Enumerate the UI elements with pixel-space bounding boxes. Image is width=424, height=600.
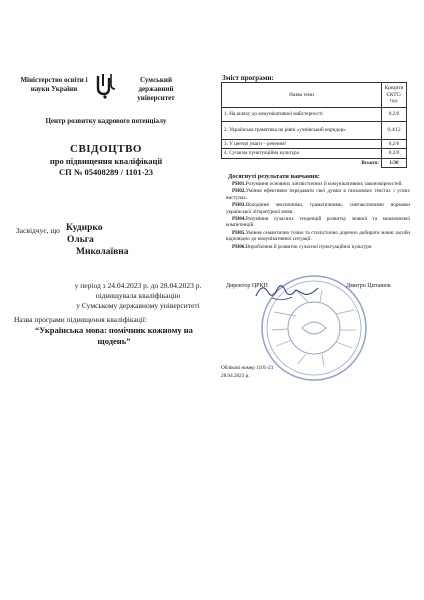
signature-icon xyxy=(252,278,322,304)
table-total-row xyxy=(222,158,407,167)
program-label: Назва програми підвищення кваліфікації: xyxy=(14,315,147,324)
results-list xyxy=(226,181,410,251)
result-item xyxy=(226,202,410,215)
table-header-row xyxy=(222,83,407,108)
period-institution: у Сумському державному університеті xyxy=(76,301,200,310)
person-surname: Кудирко xyxy=(66,223,103,233)
results-title: Досягнуті результати навчання: xyxy=(228,173,320,180)
table-cell-topic: 1. На шляху до комунікативної майстерності xyxy=(222,108,382,122)
table-row xyxy=(222,108,407,122)
total-value: 1/30 xyxy=(382,158,407,167)
table-cell-credits: 0,2/6 xyxy=(382,140,407,149)
result-text: Вироблення й розвиток сучасної пунктуаційної культури xyxy=(245,243,372,250)
result-code: РН02. xyxy=(232,188,246,195)
table-row xyxy=(222,140,407,149)
table-row xyxy=(222,122,407,140)
result-text: Уміння ефективно передавати свої думки в письмових текстах і усних виступах. xyxy=(226,188,410,201)
program-name: “Українська мова: помічник кожному на щодень” xyxy=(35,325,193,346)
header-credits: Кредити ЄКТС/ год. xyxy=(382,83,407,108)
person-patronymic: Миколаївна xyxy=(76,247,129,257)
training-period xyxy=(64,281,212,311)
table-cell-credits: 0,2/6 xyxy=(382,149,407,158)
program-table xyxy=(221,82,407,168)
result-item xyxy=(226,188,410,201)
result-text: Уміння семантично точно та стилістично доречно добирати мовні засоби відповідно до комунікативної ситуації. xyxy=(226,229,410,243)
result-item xyxy=(226,230,410,243)
ministry-name: Міністерство освіти і науки України xyxy=(20,76,88,93)
person-first-name: Ольга xyxy=(67,235,94,245)
table-row xyxy=(222,149,407,158)
table-cell-topic: 2. Українська граматика на рівні «учнівський коридор» xyxy=(222,122,382,140)
table-cell-credits: 0,2/6 xyxy=(382,108,407,122)
header-topic: Назва теми xyxy=(222,83,382,108)
result-item xyxy=(226,244,410,250)
total-label: Всього: xyxy=(222,158,382,167)
registration-date: 28.04.2023 р. xyxy=(221,373,250,379)
certificate-number: СП № 05408289 / 1101-23 xyxy=(58,167,153,177)
university-logo-icon xyxy=(95,72,117,100)
result-code: РН05. xyxy=(232,229,246,236)
director-name: Дмитро Цитанюк xyxy=(346,283,391,289)
certificate-title: СВІДОЦТВО xyxy=(70,143,142,155)
certificate-subtitle-block xyxy=(18,156,194,178)
period-qualification: підвищувала кваліфікацію xyxy=(95,291,181,300)
certificate-subtitle: про підвищення кваліфікації xyxy=(49,156,163,166)
result-text: Розуміння основних лінгвістичних й комунікативних закономірностей. xyxy=(245,181,403,187)
result-text: Володіння лексичними, граматичними, синтаксичними нормами української літературної мови. xyxy=(226,202,410,215)
table-cell-topic: 3. У центрі уваги – речення! xyxy=(222,140,382,149)
university-name: Сумський державний університет xyxy=(137,76,175,102)
table-cell-credits: 0,4/12 xyxy=(382,122,407,140)
director-position: Директор ЦРКП xyxy=(226,283,268,289)
certifies-label: Засвідчує, що xyxy=(16,226,60,235)
registration-number: Облікові номер 1101-23 xyxy=(221,365,274,371)
result-item xyxy=(226,181,410,187)
center-name: Центр розвитку кадрового потенціалу xyxy=(45,117,167,125)
person-name xyxy=(66,222,129,258)
result-code: РН06. xyxy=(232,243,246,250)
table-cell-topic: 4. Сучасна пунктуаційна культура xyxy=(222,149,382,158)
period-dates: у період з 24.04.2023 р. до 28.04.2023 р. xyxy=(74,281,202,290)
contents-title: Зміст програми: xyxy=(222,74,274,82)
result-item xyxy=(226,216,410,229)
result-code: РН03. xyxy=(232,202,246,209)
result-text: Розуміння сучасних тенденцій розвитку мовної та мовленнєвої компетенцій. xyxy=(226,216,410,229)
result-code: РН04. xyxy=(232,216,246,223)
result-code: РН01. xyxy=(232,181,246,187)
